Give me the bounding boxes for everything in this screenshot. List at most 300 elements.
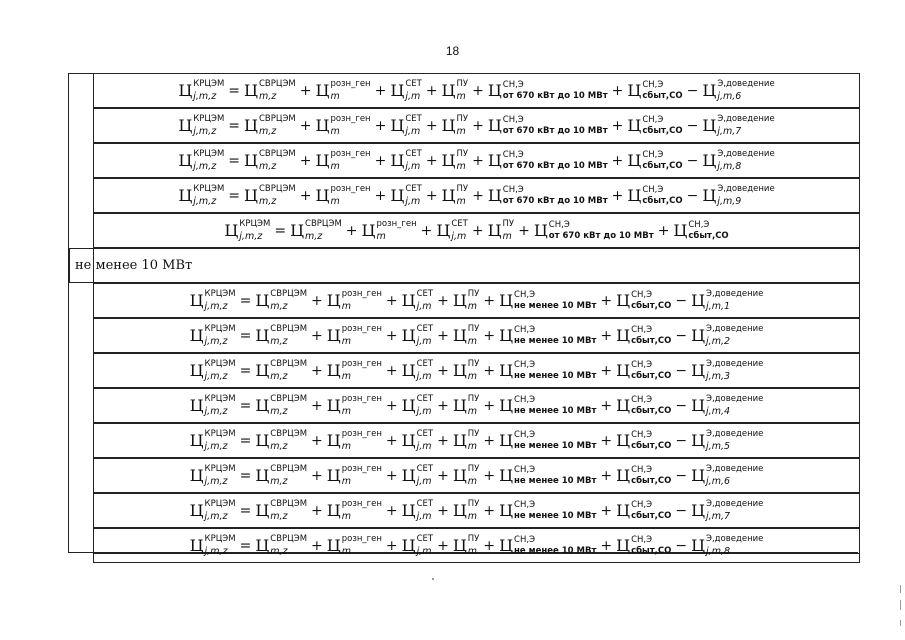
term-superscript: Э,доведение: [717, 114, 775, 124]
plus-sign: +: [374, 82, 387, 99]
plus-sign: +: [483, 467, 496, 484]
plus-sign: +: [385, 467, 398, 484]
term-base: Ц: [691, 465, 706, 485]
plus-sign: +: [420, 222, 433, 239]
term-superscript: ПУ: [502, 219, 515, 229]
equals-sign: =: [239, 432, 252, 449]
term-superscript: КРЦЭМ: [193, 184, 225, 194]
term-subscript: m: [341, 510, 351, 522]
term-base: Ц: [691, 535, 706, 555]
plus-sign: +: [311, 292, 323, 309]
formula: [178, 115, 774, 136]
term-subscript: j,m: [416, 335, 432, 347]
term-subscript: j,m,8: [717, 160, 742, 172]
plus-sign: +: [611, 187, 624, 204]
term-subscript: m: [376, 230, 386, 242]
term-base: Ц: [452, 465, 467, 485]
lhs-price-term: [178, 80, 224, 101]
term-superscript: КРЦЭМ: [204, 324, 236, 334]
formula-row: [93, 283, 860, 318]
term-base: Ц: [401, 325, 416, 345]
capacity-term: [499, 291, 596, 311]
network-term: [402, 430, 433, 451]
term-superscript: Э,доведение: [706, 534, 764, 544]
term-subscript: сбыт,СО: [642, 161, 683, 171]
plus-sign: +: [600, 467, 613, 484]
supply-term: [616, 361, 671, 381]
term-subscript: m,z: [270, 545, 288, 557]
term-base: Ц: [224, 220, 239, 240]
lhs-price-term: [178, 115, 224, 136]
term-superscript: СН,Э: [631, 359, 653, 370]
term-base: Ц: [189, 360, 204, 380]
equals-sign: =: [239, 467, 252, 484]
term-subscript: j,m,z: [204, 440, 228, 452]
term-base: Ц: [315, 80, 330, 100]
term-subscript: не менее 10 МВт: [514, 546, 597, 556]
formula: [190, 465, 764, 486]
term-base: Ц: [244, 115, 258, 135]
term-subscript: j,m: [405, 125, 421, 137]
plus-sign: +: [518, 222, 530, 239]
term-subscript: j,m,z: [193, 90, 217, 102]
term-subscript: j,m,2: [706, 335, 731, 347]
term-base: Ц: [627, 185, 642, 205]
term-subscript: m,z: [270, 440, 288, 452]
term-base: Ц: [189, 290, 204, 310]
term-base: Ц: [178, 115, 193, 135]
term-base: Ц: [326, 500, 341, 520]
term-base: Ц: [487, 150, 502, 170]
term-superscript: розн_ген: [330, 184, 371, 194]
term-base: Ц: [315, 185, 330, 205]
formula: [190, 360, 764, 381]
retail-gen-term: [315, 80, 370, 101]
term-base: Ц: [401, 465, 416, 485]
term-subscript: сбыт,СО: [631, 476, 672, 486]
retail-gen-term: [315, 115, 370, 136]
plus-sign: +: [311, 502, 323, 519]
term-subscript: j,m,3: [706, 370, 731, 382]
term-superscript: СЕТ: [416, 289, 434, 299]
plus-sign: +: [425, 152, 438, 169]
term-superscript: ПУ: [456, 149, 469, 159]
term-subscript: m: [456, 160, 466, 172]
term-subscript: m: [456, 195, 466, 207]
term-superscript: СН,Э: [514, 499, 536, 510]
plus-sign: +: [483, 432, 496, 449]
capacity-term: [488, 81, 608, 101]
adjustment-term: [691, 395, 763, 416]
term-subscript: не менее 10 МВт: [514, 476, 597, 486]
term-subscript: сбыт,СО: [642, 196, 683, 206]
plus-sign: +: [437, 362, 449, 379]
services-term: [488, 220, 515, 241]
plus-sign: +: [385, 432, 398, 449]
term-subscript: от 670 кВт до 10 МВт: [502, 126, 608, 136]
term-subscript: j,m: [416, 545, 432, 557]
supply-term: [627, 81, 682, 101]
term-superscript: СН,Э: [514, 324, 536, 335]
term-base: Ц: [616, 500, 631, 520]
term-subscript: сбыт,СО: [631, 336, 672, 346]
equals-sign: =: [239, 327, 252, 344]
term-subscript: j,m: [451, 230, 467, 242]
network-term: [390, 115, 421, 136]
minus-sign: −: [686, 152, 699, 169]
term-base: Ц: [290, 220, 305, 240]
term-base: Ц: [616, 465, 631, 485]
term-superscript: СВРЦЭМ: [258, 184, 296, 194]
term-subscript: m: [456, 125, 466, 137]
term-superscript: КРЦЭМ: [204, 359, 236, 369]
term-superscript: СН,Э: [642, 149, 664, 160]
plus-sign: +: [374, 117, 387, 134]
term-subscript: j,m,8: [706, 545, 731, 557]
services-term: [442, 115, 469, 136]
scan-edge-mark: [900, 600, 901, 610]
plus-sign: +: [483, 292, 496, 309]
term-subscript: от 670 кВт до 10 МВт: [502, 161, 608, 171]
term-base: Ц: [401, 290, 416, 310]
capacity-term: [499, 536, 596, 556]
term-superscript: розн_ген: [376, 219, 417, 229]
term-superscript: СВРЦЭМ: [258, 79, 296, 89]
term-subscript: сбыт,СО: [631, 301, 672, 311]
term-subscript: m,z: [270, 335, 288, 347]
term-base: Ц: [401, 395, 416, 415]
term-superscript: СН,Э: [631, 499, 653, 510]
term-base: Ц: [441, 80, 456, 100]
term-subscript: m,z: [270, 510, 288, 522]
term-superscript: СН,Э: [631, 324, 653, 335]
term-base: Ц: [255, 465, 270, 485]
term-subscript: j,m,7: [706, 510, 731, 522]
formula-row: [93, 108, 860, 143]
formula-row: [93, 458, 860, 493]
wholesale-price-term: [255, 465, 307, 486]
term-base: Ц: [691, 360, 706, 380]
term-base: Ц: [452, 500, 467, 520]
plus-sign: +: [425, 187, 438, 204]
term-superscript: Э,доведение: [717, 79, 775, 89]
plus-sign: +: [385, 362, 398, 379]
term-base: Ц: [401, 430, 416, 450]
term-subscript: j,m,6: [717, 90, 742, 102]
term-superscript: СЕТ: [416, 359, 434, 369]
term-base: Ц: [244, 150, 258, 170]
capacity-term: [488, 186, 608, 206]
term-base: Ц: [487, 115, 502, 135]
term-base: Ц: [390, 150, 405, 170]
wholesale-price-term: [244, 185, 296, 206]
term-superscript: ПУ: [467, 324, 480, 334]
term-base: Ц: [178, 150, 193, 170]
term-superscript: СВРЦЭМ: [270, 394, 308, 404]
term-subscript: m: [467, 370, 478, 382]
term-subscript: j,m,4: [706, 405, 731, 417]
term-base: Ц: [616, 290, 631, 310]
lhs-price-term: [190, 325, 236, 346]
equals-sign: =: [239, 537, 252, 554]
minus-sign: −: [675, 327, 688, 344]
term-subscript: m: [467, 335, 478, 347]
term-subscript: не менее 10 МВт: [514, 441, 597, 451]
term-subscript: j,m: [416, 300, 432, 312]
term-base: Ц: [390, 115, 405, 135]
supply-term: [673, 221, 728, 241]
term-subscript: j,m,z: [204, 335, 228, 347]
plus-sign: +: [385, 537, 398, 554]
term-superscript: СН,Э: [502, 149, 524, 160]
term-subscript: сбыт,СО: [688, 231, 729, 241]
term-subscript: сбыт,СО: [631, 406, 672, 416]
minus-sign: −: [675, 292, 688, 309]
term-base: Ц: [189, 465, 204, 485]
scan-edge-mark: [900, 585, 901, 593]
term-superscript: СН,Э: [514, 394, 536, 405]
term-superscript: СЕТ: [416, 534, 434, 544]
term-base: Ц: [255, 430, 270, 450]
term-subscript: j,m: [405, 90, 421, 102]
plus-sign: +: [600, 362, 613, 379]
plus-sign: +: [385, 327, 398, 344]
term-superscript: Э,доведение: [706, 464, 764, 474]
term-subscript: j,m,z: [204, 300, 228, 312]
term-base: Ц: [691, 290, 706, 310]
adjustment-term: [691, 465, 763, 486]
term-base: Ц: [499, 290, 514, 310]
term-superscript: СН,Э: [631, 534, 653, 545]
network-term: [402, 360, 433, 381]
term-superscript: СН,Э: [514, 464, 536, 475]
equals-sign: =: [239, 502, 252, 519]
term-subscript: m: [341, 440, 351, 452]
plus-sign: +: [600, 327, 613, 344]
term-superscript: СВРЦЭМ: [270, 359, 308, 369]
term-base: Ц: [533, 220, 548, 240]
page-number: 18: [445, 44, 460, 58]
capacity-term: [499, 396, 596, 416]
adjustment-term: [702, 185, 774, 206]
term-base: Ц: [401, 500, 416, 520]
term-superscript: СВРЦЭМ: [270, 534, 308, 544]
term-superscript: СН,Э: [502, 79, 524, 90]
formula: [178, 150, 774, 171]
term-base: Ц: [255, 325, 270, 345]
term-superscript: ПУ: [467, 534, 480, 544]
network-term: [436, 220, 467, 241]
term-base: Ц: [189, 430, 204, 450]
term-base: Ц: [487, 80, 502, 100]
wholesale-price-term: [244, 80, 296, 101]
term-base: Ц: [390, 185, 405, 205]
equals-sign: =: [239, 292, 252, 309]
minus-sign: −: [686, 82, 699, 99]
formula: [224, 220, 728, 241]
adjustment-term: [691, 535, 763, 556]
plus-sign: +: [311, 397, 323, 414]
term-base: Ц: [616, 395, 631, 415]
term-superscript: СВРЦЭМ: [270, 499, 308, 509]
services-term: [453, 430, 480, 451]
term-base: Ц: [178, 185, 193, 205]
term-subscript: не менее 10 МВт: [514, 406, 597, 416]
plus-sign: +: [385, 292, 398, 309]
section-label: не менее 10 МВт: [75, 258, 193, 273]
term-subscript: j,m: [405, 160, 421, 172]
services-term: [453, 500, 480, 521]
plus-sign: +: [600, 397, 613, 414]
term-superscript: Э,доведение: [706, 499, 764, 509]
plus-sign: +: [425, 82, 438, 99]
term-superscript: розн_ген: [341, 429, 382, 439]
formula-row: [93, 178, 860, 213]
term-subscript: m,z: [305, 230, 323, 242]
equals-sign: =: [274, 222, 287, 239]
term-superscript: Э,доведение: [717, 149, 775, 159]
plus-sign: +: [483, 362, 496, 379]
plus-sign: +: [437, 292, 449, 309]
term-base: Ц: [627, 150, 642, 170]
term-superscript: розн_ген: [341, 464, 382, 474]
term-superscript: КРЦЭМ: [193, 149, 225, 159]
adjustment-term: [691, 430, 763, 451]
plus-sign: +: [299, 82, 312, 99]
supply-term: [616, 501, 671, 521]
minus-sign: −: [675, 537, 688, 554]
supply-term: [616, 291, 671, 311]
term-subscript: m: [467, 475, 478, 487]
term-base: Ц: [326, 290, 341, 310]
term-subscript: m,z: [258, 125, 277, 137]
retail-gen-term: [315, 185, 370, 206]
term-subscript: j,m,z: [204, 475, 228, 487]
term-superscript: Э,доведение: [706, 429, 764, 439]
section-label-row: [69, 248, 860, 283]
term-base: Ц: [189, 395, 204, 415]
services-term: [442, 80, 469, 101]
term-base: Ц: [326, 465, 341, 485]
supply-term: [616, 326, 671, 346]
term-subscript: m: [467, 510, 478, 522]
term-subscript: m,z: [270, 405, 288, 417]
term-base: Ц: [401, 535, 416, 555]
term-base: Ц: [315, 115, 330, 135]
formula: [190, 430, 764, 451]
plus-sign: +: [311, 467, 323, 484]
plus-sign: +: [437, 502, 449, 519]
plus-sign: +: [611, 117, 624, 134]
term-superscript: СН,Э: [514, 289, 536, 300]
formula-row: [93, 423, 860, 458]
term-superscript: Э,доведение: [706, 394, 764, 404]
lhs-price-term: [178, 150, 224, 171]
term-subscript: j,m,z: [204, 405, 228, 417]
minus-sign: −: [686, 187, 699, 204]
minus-sign: −: [675, 397, 688, 414]
plus-sign: +: [299, 187, 312, 204]
term-superscript: СН,Э: [688, 219, 710, 230]
term-base: Ц: [255, 360, 270, 380]
minus-sign: −: [675, 502, 688, 519]
equals-sign: =: [228, 82, 241, 99]
formula-row: [93, 353, 860, 388]
term-superscript: СЕТ: [416, 464, 434, 474]
formula-row: [93, 528, 860, 563]
term-subscript: j,m,5: [706, 440, 731, 452]
term-base: Ц: [178, 80, 193, 100]
plus-sign: +: [385, 502, 398, 519]
plus-sign: +: [299, 117, 312, 134]
term-superscript: ПУ: [467, 464, 480, 474]
term-superscript: ПУ: [467, 499, 480, 509]
term-superscript: розн_ген: [330, 114, 371, 124]
wholesale-price-term: [244, 150, 296, 171]
plus-sign: +: [437, 432, 449, 449]
retail-gen-term: [327, 360, 382, 381]
term-base: Ц: [189, 535, 204, 555]
minus-sign: −: [675, 362, 688, 379]
formula: [190, 325, 764, 346]
term-superscript: ПУ: [467, 289, 480, 299]
term-base: Ц: [452, 360, 467, 380]
term-superscript: СН,Э: [631, 464, 653, 475]
term-base: Ц: [499, 535, 514, 555]
term-base: Ц: [616, 360, 631, 380]
plus-sign: +: [472, 82, 484, 99]
retail-gen-term: [327, 535, 382, 556]
term-base: Ц: [499, 430, 514, 450]
adjustment-term: [702, 150, 774, 171]
term-base: Ц: [326, 535, 341, 555]
term-base: Ц: [390, 80, 405, 100]
supply-term: [616, 431, 671, 451]
term-subscript: m,z: [270, 300, 288, 312]
term-base: Ц: [255, 290, 270, 310]
plus-sign: +: [299, 152, 312, 169]
term-base: Ц: [499, 360, 514, 380]
term-subscript: m: [341, 300, 351, 312]
wholesale-price-term: [255, 500, 307, 521]
capacity-term: [499, 326, 596, 346]
term-base: Ц: [255, 535, 270, 555]
term-superscript: КРЦЭМ: [204, 534, 236, 544]
lhs-price-term: [224, 220, 270, 241]
term-superscript: КРЦЭМ: [204, 464, 236, 474]
wholesale-price-term: [255, 535, 307, 556]
network-term: [402, 500, 433, 521]
term-subscript: m: [330, 125, 340, 137]
term-subscript: сбыт,СО: [631, 371, 672, 381]
formula-row: [93, 318, 860, 353]
term-subscript: m: [467, 440, 478, 452]
term-superscript: СЕТ: [416, 324, 434, 334]
plus-sign: +: [311, 362, 323, 379]
term-subscript: m,z: [270, 370, 288, 382]
term-superscript: Э,доведение: [706, 324, 764, 334]
retail-gen-term: [315, 150, 370, 171]
term-superscript: розн_ген: [330, 149, 371, 159]
term-base: Ц: [691, 430, 706, 450]
retail-gen-term: [327, 290, 382, 311]
term-superscript: СЕТ: [451, 219, 468, 229]
term-subscript: не менее 10 МВт: [514, 336, 597, 346]
plus-sign: +: [385, 397, 398, 414]
plus-sign: +: [600, 537, 613, 554]
term-base: Ц: [452, 395, 467, 415]
supply-term: [616, 396, 671, 416]
